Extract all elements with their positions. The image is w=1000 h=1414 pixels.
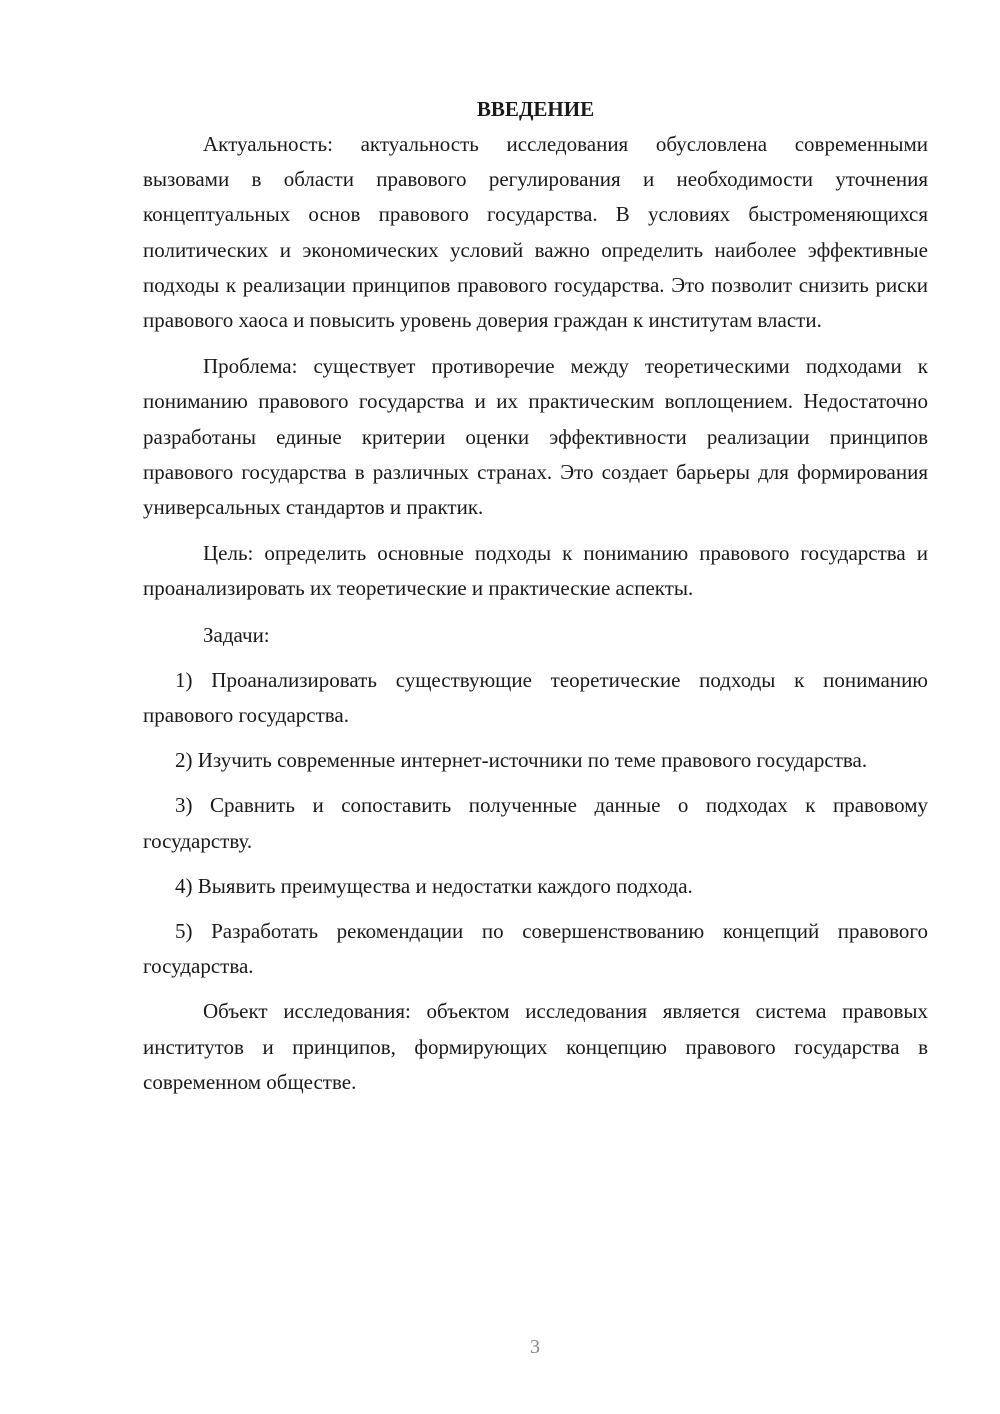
task-item-1: 1) Проанализировать существующие теоретические подходы к пониманию правового государства.	[143, 667, 928, 728]
tasks-heading: Задачи:	[203, 622, 270, 647]
task-item-3: 3) Сравнить и сопоставить полученные данные о подходах к правовому государству.	[143, 793, 928, 853]
task-item-4: 4) Выявить преимущества и недостатки каждого подхода.	[175, 873, 693, 898]
paragraph-relevance: Актуальность: актуальность исследования обусловлена современными вызовами в области правового регулирования и необходимости уточнения концептуальных основ правового государства. В условиях быстроменяющихся политических и экономических условий важно определить наиболее эффективные подходы к реализации принципов правового государства. Это позволит снизить риски правового хаоса и повысить уровень доверия граждан к институтам власти.	[143, 132, 928, 333]
page-content	[143, 92, 928, 1100]
page-number: 3	[530, 1336, 540, 1358]
task-item-5: 5) Разработать рекомендации по совершенствованию концепций правового государства.	[143, 919, 928, 979]
section-title: ВВЕДЕНИЕ	[476, 97, 595, 121]
paragraph-object: Объект исследования: объектом исследования является система правовых институтов и принципов, формирующих концепцию правового государства в современном обществе.	[143, 999, 928, 1094]
paragraph-goal: Цель: определить основные подходы к пониманию правового государства и проанализировать их теоретические и практические аспекты.	[143, 541, 928, 601]
task-item-2: 2) Изучить современные интернет-источники по теме правового государства.	[175, 748, 868, 773]
paragraph-problem: Проблема: существует противоречие между теоретическими подходами к пониманию правового государства и их практическим воплощением. Недостаточно разработаны единые критерии оценки эффективности реализации принципов правового государства в различных странах. Это создает барьеры для формирования универсальных стандартов и практик.	[143, 354, 928, 520]
